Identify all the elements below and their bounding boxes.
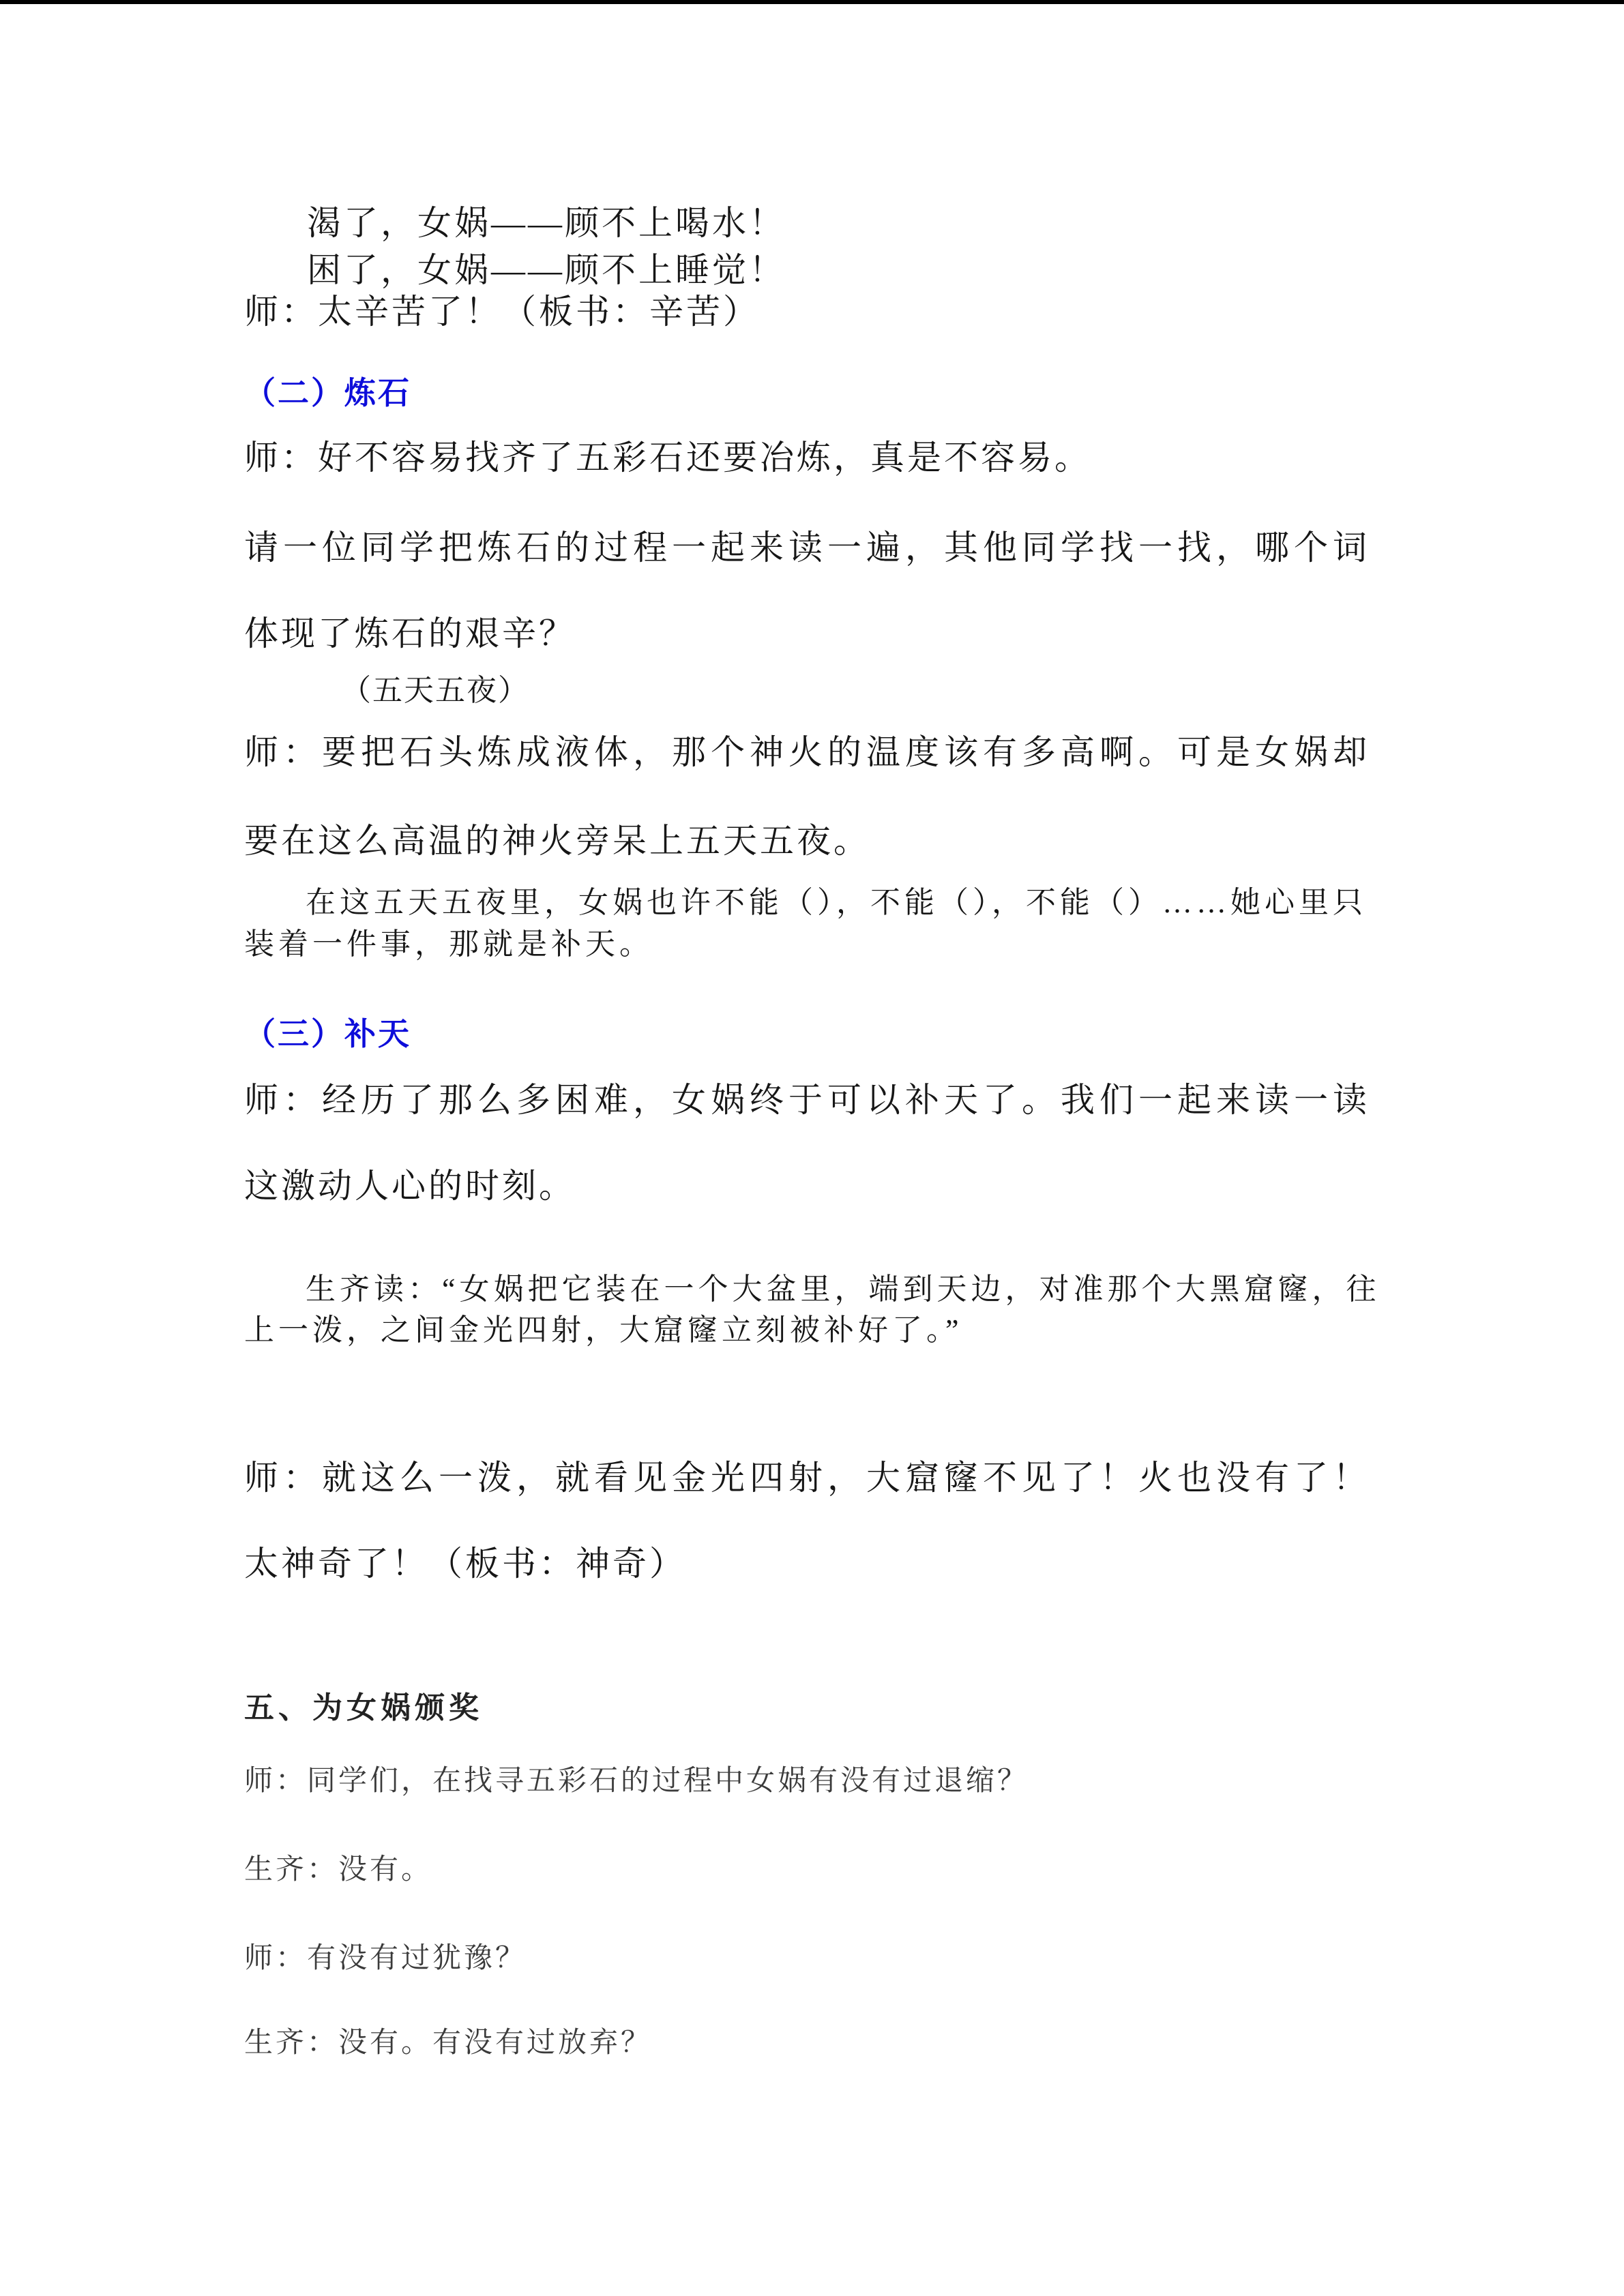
- document-line: 师：要把石头炼成液体，那个神火的温度该有多高啊。可是女娲却: [244, 733, 1372, 771]
- document-line: 师：太辛苦了！（板书：辛苦）: [244, 293, 760, 331]
- document-line: 上一泼，之间金光四射，大窟窿立刻被补好了。”: [244, 1313, 963, 1347]
- document-line: 渴了，女娲——顾不上喝水！: [307, 204, 786, 242]
- document-line: 在这五天五夜里，女娲也许不能（），不能（），不能（）……她心里只: [306, 886, 1367, 919]
- document-line: 生齐读：“女娲把它装在一个大盆里，端到天边，对准那个大黑窟窿，往: [306, 1272, 1381, 1306]
- document-line: 师：经历了那么多困难，女娲终于可以补天了。我们一起来读一读: [244, 1081, 1372, 1119]
- document-line: 师：同学们，在找寻五彩石的过程中女娲有没有过退缩？: [244, 1764, 1029, 1796]
- document-line: 体现了炼石的艰辛？: [244, 614, 576, 653]
- section-heading: （二）炼石: [244, 376, 411, 411]
- document-line: （五天五夜）: [341, 674, 529, 707]
- document-line: 这激动人心的时刻。: [244, 1167, 576, 1205]
- document-line: 困了，女娲——顾不上睡觉！: [307, 251, 786, 289]
- document-line: 师：就这么一泼，就看见金光四射，大窟窿不见了！火也没有了！: [244, 1459, 1372, 1497]
- document-line: 生齐：没有。有没有过放弃？: [244, 2026, 653, 2058]
- document-line: 生齐：没有。: [244, 1853, 433, 1885]
- document-line: 师：好不容易找齐了五彩石还要冶炼，真是不容易。: [244, 438, 1091, 477]
- document-line: 太神奇了！（板书：神奇）: [244, 1545, 686, 1583]
- section-heading: 五、为女娲颁奖: [244, 1691, 483, 1725]
- document-line: 师：有没有过犹豫？: [244, 1941, 527, 1973]
- document-line: 请一位同学把炼石的过程一起来读一遍，其他同学找一找，哪个词: [244, 528, 1372, 567]
- section-heading: （三）补天: [244, 1017, 411, 1052]
- document-line: 装着一件事，那就是补天。: [244, 927, 653, 961]
- document-line: 要在这么高温的神火旁呆上五天五夜。: [244, 822, 870, 860]
- top-border-bar: [0, 0, 1624, 4]
